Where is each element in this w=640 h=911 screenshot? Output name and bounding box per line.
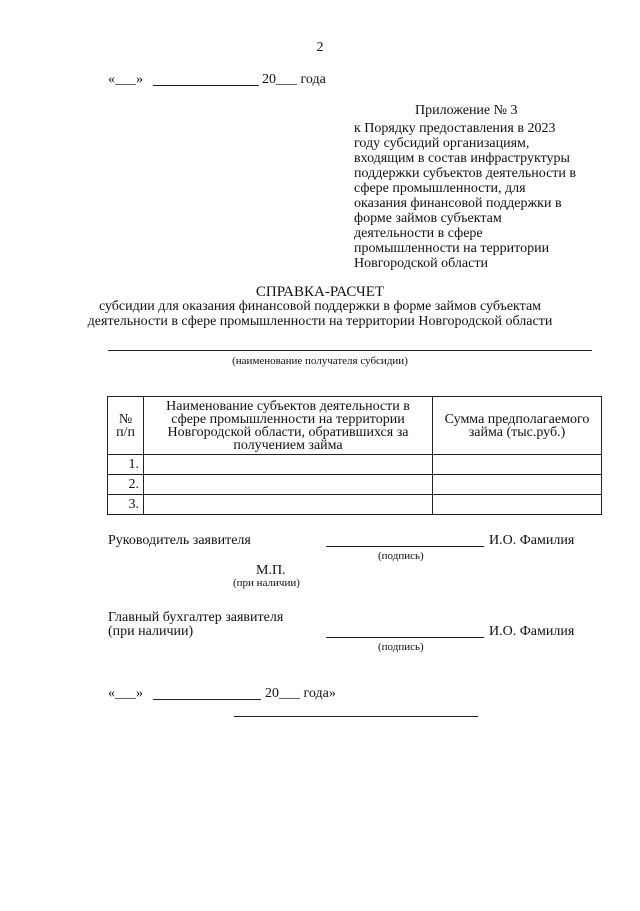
row-number: 3.: [108, 495, 144, 515]
header-number: [108, 397, 144, 455]
head-signature-caption: (подпись): [378, 550, 424, 562]
row-amount-cell[interactable]: [433, 475, 602, 495]
header-line: получением займа: [233, 437, 343, 453]
header-line: п/п: [116, 424, 135, 440]
head-label: Руководитель заявителя: [108, 533, 251, 548]
date-year-suffix: года: [300, 72, 326, 87]
accountant-label-note: (при наличии): [108, 624, 194, 639]
appendix-line: форме займов субъектам: [354, 211, 502, 226]
row-amount-cell[interactable]: [433, 495, 602, 515]
date-year-prefix: 20: [265, 686, 279, 701]
accountant-label: Главный бухгалтер заявителя: [108, 610, 284, 625]
subtitle-line: деятельности в сфере промышленности на территории Новгородской области: [87, 314, 553, 329]
appendix-line: Новгородской области: [354, 256, 488, 271]
date-day-blank: ___: [115, 686, 136, 701]
date-quote-close: »: [136, 686, 143, 701]
closing-line: [234, 716, 478, 717]
loan-table: [107, 396, 602, 515]
appendix-body: [354, 121, 594, 271]
header-entity-name: [144, 397, 433, 455]
head-signature-line[interactable]: [326, 546, 484, 547]
stamp-label: М.П.: [256, 563, 286, 578]
date-day-blank: ___: [115, 72, 136, 87]
row-number: 2.: [108, 475, 144, 495]
appendix-title: Приложение № 3: [415, 103, 518, 118]
row-entity-name-cell[interactable]: [144, 495, 433, 515]
table-header-row: [108, 397, 602, 455]
header-line: Сумма предполагаемого: [444, 411, 590, 427]
table-row: [108, 475, 602, 495]
date-year-blank: ___: [276, 72, 297, 87]
appendix-line: сфере промышленности, для: [354, 181, 526, 196]
date-year-prefix: 20: [262, 72, 276, 87]
appendix-line: поддержки субъектов деятельности в: [354, 166, 577, 181]
header-line: сфере промышленности на территории: [171, 411, 405, 427]
head-name: И.О. Фамилия: [489, 533, 575, 548]
header-line: займа (тыс.руб.): [468, 424, 566, 440]
date-quote-close: »: [136, 72, 143, 87]
bottom-date-month-line[interactable]: [153, 699, 261, 700]
date-quote-open: «: [108, 686, 115, 701]
appendix-line: году субсидий организациям,: [354, 136, 530, 151]
accountant-signature-line[interactable]: [326, 637, 484, 638]
recipient-name-line[interactable]: [108, 350, 592, 351]
date-year-blank: ___: [279, 686, 300, 701]
date-month-line[interactable]: [153, 85, 259, 86]
bottom-date: [108, 686, 143, 701]
header-line: №: [118, 411, 133, 427]
accountant-signature-caption: (подпись): [378, 641, 424, 653]
table-row: [108, 455, 602, 475]
stamp-caption: (при наличии): [233, 577, 300, 589]
date-year-suffix: года»: [303, 686, 336, 701]
appendix-line: входящим в состав инфраструктуры: [354, 151, 570, 166]
header-loan-amount: [433, 397, 602, 455]
appendix-line: к Порядку предоставления в 2023: [354, 121, 556, 136]
date-quote-open: «: [108, 72, 115, 87]
appendix-line: оказания финансовой поддержки в: [354, 196, 562, 211]
row-amount-cell[interactable]: [433, 455, 602, 475]
appendix-line: деятельности в сфере: [354, 226, 483, 241]
top-date-year: [262, 72, 326, 87]
header-line: Новгородской области, обратившихся за: [167, 424, 409, 440]
header-line: Наименование субъектов деятельности в: [166, 398, 410, 414]
top-date: [108, 72, 143, 87]
document-title: СПРАВКА-РАСЧЕТ: [255, 284, 385, 300]
page-number: 2: [316, 40, 324, 55]
recipient-caption: (наименование получателя субсидии): [232, 355, 408, 367]
subtitle-line: субсидии для оказания финансовой поддержки в форме займов субъектам: [98, 299, 542, 314]
row-entity-name-cell[interactable]: [144, 475, 433, 495]
table-row: [108, 495, 602, 515]
appendix-line: промышленности на территории: [354, 241, 550, 256]
row-number: 1.: [108, 455, 144, 475]
row-entity-name-cell[interactable]: [144, 455, 433, 475]
document-subtitle: [0, 299, 640, 329]
accountant-name: И.О. Фамилия: [489, 624, 575, 639]
bottom-date-year: [265, 686, 336, 701]
